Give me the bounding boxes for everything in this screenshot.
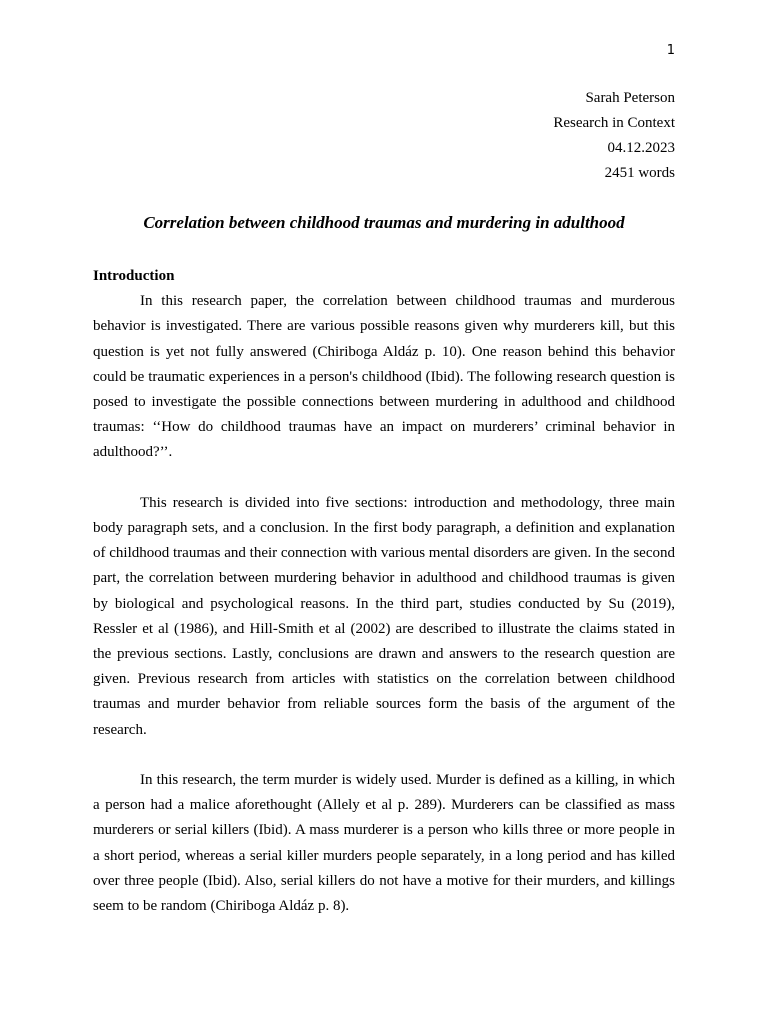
document-body [93,264,675,944]
document-date: 04.12.2023 [607,140,675,156]
document-header [553,86,675,186]
section-heading: Introduction [93,268,175,284]
body-paragraph: In this research paper, the correlation between childhood traumas and murderous behavior is investigated. There are various possible reasons given why murderers kill, but this question is yet not fully answered (Chiriboga Aldáz p. 10). One reason behind this behavior could be traumatic experiences in a person's childhood (Ibid). The following research question is posed to investigate the possible connections between murdering in adulthood and childhood traumas: ‘‘How do childhood traumas have an impact on murderers’ criminal behavior in adulthood?’’. [93,293,675,461]
page-number: 1 [666,43,675,58]
course-name: Research in Context [553,115,675,131]
body-paragraph: This research is divided into five sections: introduction and methodology, three main body paragraph sets, and a conclusion. In the first body paragraph, a definition and explanation of childhood traumas and their connection with various mental disorders are given. In the second part, the correlation between murdering behavior in adulthood and childhood traumas is given by biological and psychological reasons. In the third part, studies conducted by Su (2019), Ressler et al (1986), and Hill-Smith et al (2002) are described to illustrate the claims stated in the previous sections. Lastly, conclusions are drawn and answers to the research question are given. Previous research from articles with statistics on the correlation between childhood traumas and murder behavior from reliable sources form the basis of the argument of the research. [93,494,675,738]
author-name: Sarah Peterson [585,90,675,106]
word-count: 2451 words [604,165,675,181]
document-title: Correlation between childhood traumas and murdering in adulthood [143,213,625,232]
body-paragraph: In this research, the term murder is widely used. Murder is defined as a killing, in which a person had a malice aforethought (Allely et al p. 289). Murderers can be classified as mass murderers or serial killers (Ibid). A mass murderer is a person who kills three or more people in a short period, whereas a serial killer murders people separately, in a long period and has killed over three people (Ibid). Also, serial killers do not have a motive for their murders, and killings seem to be random (Chiriboga Aldáz p. 8). [93,772,675,915]
